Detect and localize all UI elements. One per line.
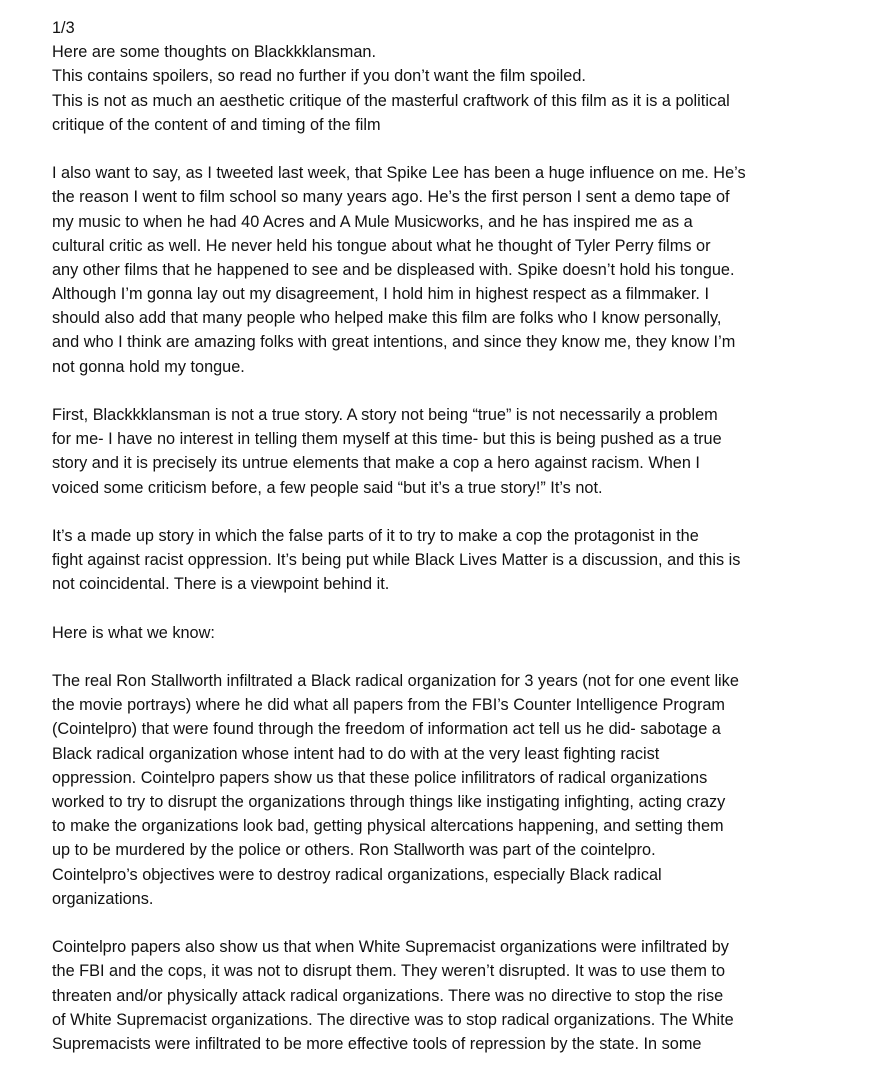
text-line: of White Supremacist organizations. The directive was to stop radical organizations. The White	[52, 1010, 734, 1029]
text-line: and who I think are amazing folks with great intentions, and since they know me, they know I’m	[52, 333, 736, 352]
text-line: the FBI and the cops, it was not to disrupt them. They weren’t disrupted. It was to use them to	[52, 962, 726, 981]
paragraph-gap	[52, 911, 852, 935]
text-line: The real Ron Stallworth infiltrated a Black radical organization for 3 years (not for one event like	[52, 672, 739, 691]
text-line: Here are some thoughts on Blackkklansman.	[52, 43, 376, 62]
text-line: cultural critic as well. He never held his tongue about what he thought of Tyler Perry films or	[52, 236, 711, 255]
text-line: threaten and/or physically attack radical organizations. There was no directive to stop the rise	[52, 986, 724, 1005]
text-line: Cointelpro papers also show us that when White Supremacist organizations were infiltrated by	[52, 938, 729, 957]
paragraph-gap	[52, 379, 852, 403]
text-line: worked to try to disrupt the organizations through things like instigating infighting, acting crazy	[52, 793, 726, 811]
text-line: not coincidental. There is a viewpoint behind it.	[52, 575, 390, 594]
paragraph	[52, 403, 852, 500]
text-line: organizations.	[52, 889, 154, 908]
text-line: to make the organizations look bad, getting physical altercations happening, and setting them	[52, 817, 724, 836]
text-line: my music to when he had 40 Acres and A Mule Musicworks, and he has inspired me as a	[52, 212, 693, 231]
text-line: This contains spoilers, so read no further if you don’t want the film spoiled.	[52, 67, 586, 86]
paragraph	[52, 935, 852, 1056]
text-line: the reason I went to film school so many years ago. He’s the first person I sent a demo tape of	[52, 188, 730, 207]
paragraph	[52, 161, 852, 379]
text-line: the movie portrays) where he did what all papers from the FBI’s Counter Intelligence Program	[52, 696, 725, 715]
paragraph	[52, 621, 852, 645]
page-marker: 1/3	[52, 19, 75, 37]
text-line: not gonna hold my tongue.	[52, 357, 245, 376]
paragraph-gap	[52, 500, 852, 524]
text-line: Although I’m gonna lay out my disagreement, I hold him in highest respect as a filmmaker. I	[52, 285, 710, 304]
text-line: should also add that many people who helped make this film are folks who I know personally,	[52, 309, 722, 328]
text-line: First, Blackkklansman is not a true story. A story not being “true” is not necessarily a problem	[52, 406, 718, 424]
text-line: story and it is precisely its untrue elements that make a cop a hero against racism. When I	[52, 454, 700, 473]
document-page	[52, 16, 852, 1056]
text-line: critique of the content of and timing of the film	[52, 115, 381, 134]
text-line: for me- I have no interest in telling them myself at this time- but this is being pushed as a true	[52, 430, 722, 449]
text-line: up to be murdered by the police or others. Ron Stallworth was part of the cointelpro.	[52, 841, 656, 860]
paragraph-gap	[52, 597, 852, 621]
paragraph	[52, 524, 852, 597]
paragraph-gap	[52, 137, 852, 161]
text-line: voiced some criticism before, a few people said “but it’s a true story!” It’s not.	[52, 478, 603, 497]
paragraph	[52, 40, 852, 137]
text-line: Cointelpro’s objectives were to destroy radical organizations, especially Black radical	[52, 865, 662, 884]
text-line: oppression. Cointelpro papers show us that these police infilitrators of radical organizations	[52, 768, 708, 787]
text-line: Black radical organization whose intent had to do with at the very least fighting racist	[52, 744, 660, 763]
text-line: (Cointelpro) that were found through the freedom of information act tell us he did- sabotage a	[52, 720, 721, 739]
text-line: Here is what we know:	[52, 623, 215, 642]
paragraph	[52, 669, 852, 911]
document-body	[52, 40, 852, 1056]
text-line: any other films that he happened to see and be displeased with. Spike doesn’t hold his tongue.	[52, 260, 735, 279]
text-line: It’s a made up story in which the false parts of it to try to make a cop the protagonist in the	[52, 526, 699, 545]
text-line: This is not as much an aesthetic critique of the masterful craftwork of this film as it is a political	[52, 91, 730, 110]
paragraph-gap	[52, 645, 852, 669]
text-line: fight against racist oppression. It’s being put while Black Lives Matter is a discussion, and this is	[52, 551, 741, 570]
text-line: Supremacists were infiltrated to be more effective tools of repression by the state. In some	[52, 1034, 702, 1053]
text-line: I also want to say, as I tweeted last week, that Spike Lee has been a huge influence on me. He’s	[52, 164, 746, 183]
